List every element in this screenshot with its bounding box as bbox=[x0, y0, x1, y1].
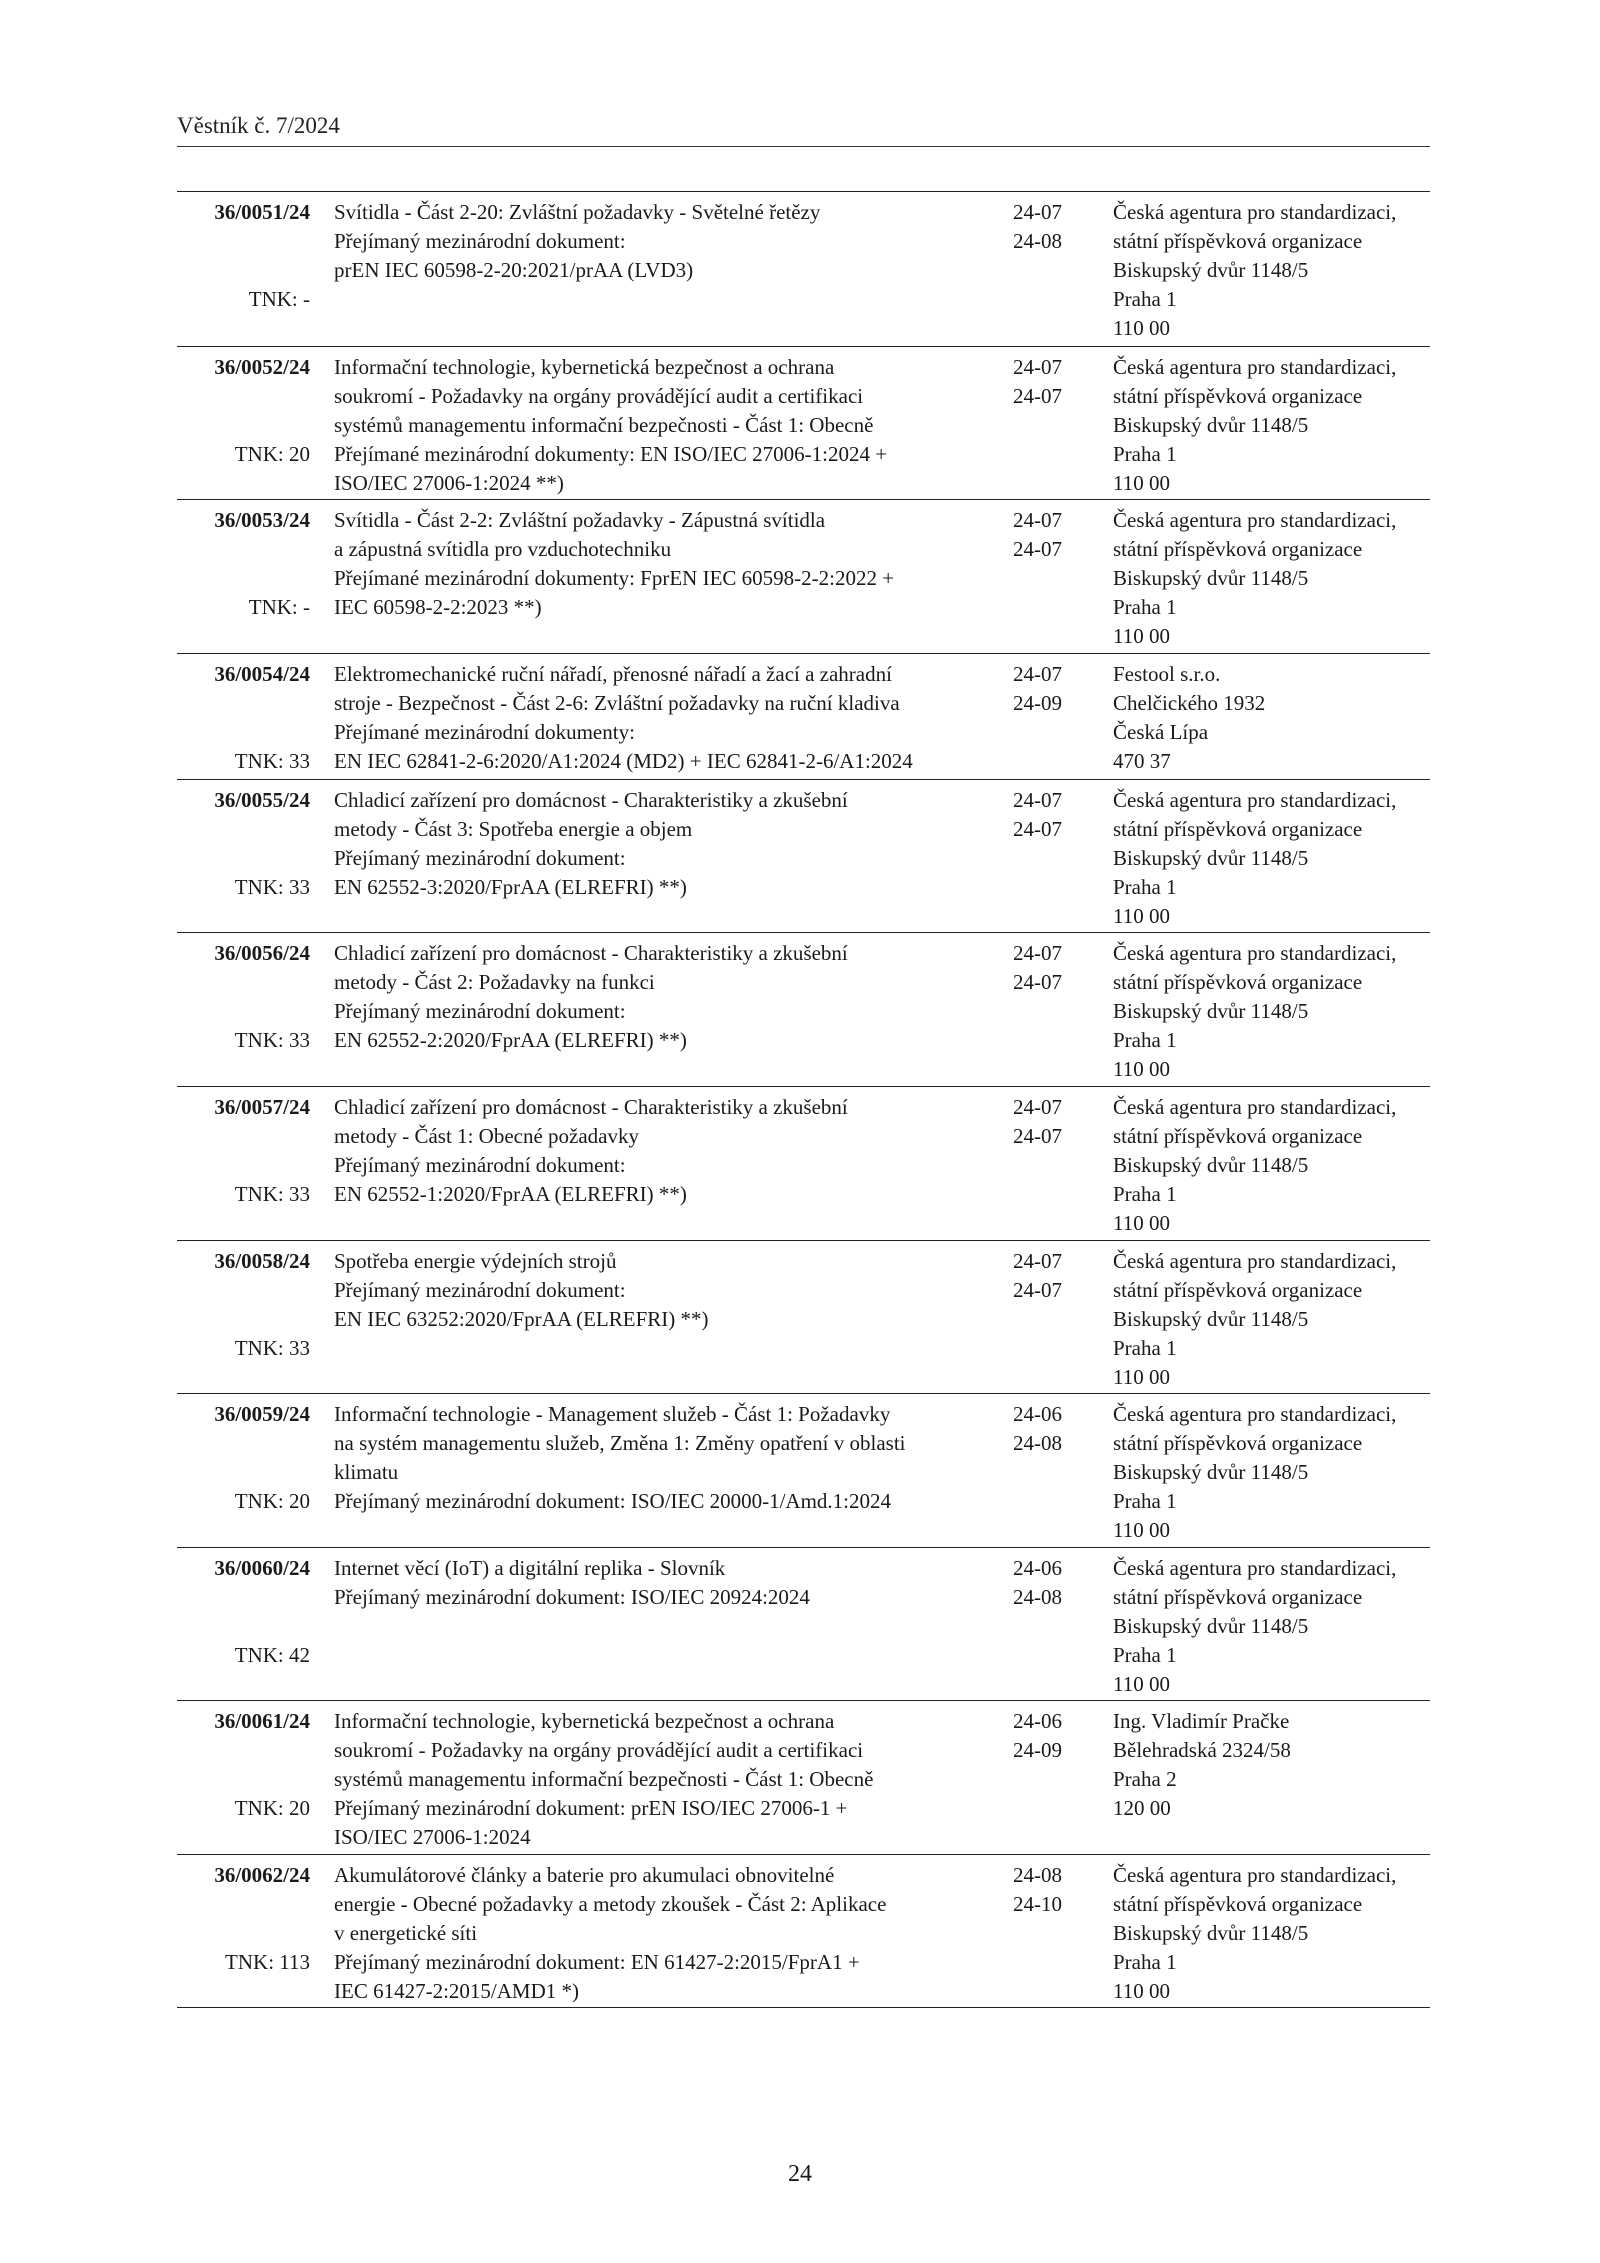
title-line: a zápustná svítidla pro vzduchotechniku bbox=[334, 537, 672, 561]
address-line: Česká agentura pro standardizaci, bbox=[1113, 1249, 1397, 1273]
title-line: Přejímaný mezinárodní dokument: ISO/IEC 20000-1/Amd.1:2024 bbox=[334, 1489, 892, 1513]
address-line: Biskupský dvůr 1148/5 bbox=[1113, 1921, 1309, 1945]
title-line: systémů managementu informační bezpečnosti - Část 1: Obecně bbox=[334, 1767, 874, 1791]
address-line: Biskupský dvůr 1148/5 bbox=[1113, 846, 1309, 870]
tnk-label: TNK: 33 bbox=[234, 749, 310, 773]
address-line: 110 00 bbox=[1113, 1057, 1170, 1081]
address-line: 110 00 bbox=[1113, 1672, 1170, 1696]
address-line: Praha 1 bbox=[1113, 875, 1177, 899]
address-line: 110 00 bbox=[1113, 624, 1170, 648]
end-date: 24-09 bbox=[1013, 691, 1062, 715]
end-date: 24-07 bbox=[1013, 1124, 1062, 1148]
address-cell bbox=[1113, 1400, 1430, 1547]
title-line: energie - Obecné požadavky a metody zkoušek - Část 2: Aplikace bbox=[334, 1892, 887, 1916]
document-number: 36/0062/24 bbox=[214, 1863, 310, 1887]
title-line: v energetické síti bbox=[334, 1921, 478, 1945]
end-date: 24-07 bbox=[1013, 1278, 1062, 1302]
tnk-label: TNK: 42 bbox=[234, 1643, 310, 1667]
address-line: státní příspěvková organizace bbox=[1113, 1585, 1363, 1609]
address-line: státní příspěvková organizace bbox=[1113, 1124, 1363, 1148]
title-cell bbox=[334, 353, 1013, 499]
address-line: Biskupský dvůr 1148/5 bbox=[1113, 1614, 1309, 1638]
document-number: 36/0059/24 bbox=[214, 1402, 310, 1426]
address-line: Česká agentura pro standardizaci, bbox=[1113, 1402, 1397, 1426]
document-number: 36/0060/24 bbox=[214, 1556, 310, 1580]
title-line: ISO/IEC 27006-1:2024 bbox=[334, 1825, 531, 1849]
address-line: 120 00 bbox=[1113, 1796, 1171, 1820]
page-header bbox=[177, 112, 1430, 147]
title-line: EN IEC 62841-2-6:2020/A1:2024 (MD2) + IEC 62841-2-6/A1:2024 bbox=[334, 749, 913, 773]
standards-table bbox=[177, 191, 1430, 2008]
address-line: státní příspěvková organizace bbox=[1113, 384, 1363, 408]
address-cell bbox=[1113, 198, 1430, 346]
table-row bbox=[177, 1240, 1430, 1393]
title-line: EN 62552-3:2020/FprAA (ELREFRI) **) bbox=[334, 875, 687, 899]
tnk-label: TNK: 20 bbox=[234, 442, 310, 466]
document-number: 36/0052/24 bbox=[214, 355, 310, 379]
address-line: Biskupský dvůr 1148/5 bbox=[1113, 999, 1309, 1023]
address-line: státní příspěvková organizace bbox=[1113, 229, 1363, 253]
end-date: 24-07 bbox=[1013, 817, 1062, 841]
address-cell bbox=[1113, 660, 1430, 779]
document-id-cell bbox=[177, 1707, 310, 1854]
dates-cell bbox=[1013, 1247, 1113, 1393]
title-cell bbox=[334, 1400, 1013, 1547]
tnk-label: TNK: 33 bbox=[234, 1182, 310, 1206]
end-date: 24-08 bbox=[1013, 1431, 1062, 1455]
title-cell bbox=[334, 939, 1013, 1086]
title-cell bbox=[334, 1247, 1013, 1393]
title-line: Akumulátorové články a baterie pro akumulaci obnovitelné bbox=[334, 1863, 835, 1887]
start-date: 24-08 bbox=[1013, 1863, 1062, 1887]
title-line: Internet věcí (IoT) a digitální replika - Slovník bbox=[334, 1556, 726, 1580]
tnk-label: TNK: 33 bbox=[234, 1028, 310, 1052]
title-line: Přejímaný mezinárodní dokument: bbox=[334, 846, 626, 870]
document-number: 36/0051/24 bbox=[214, 200, 310, 224]
title-line: Přejímaný mezinárodní dokument: bbox=[334, 229, 626, 253]
address-cell bbox=[1113, 353, 1430, 499]
start-date: 24-07 bbox=[1013, 355, 1062, 379]
title-line: Přejímaný mezinárodní dokument: bbox=[334, 1278, 626, 1302]
title-cell bbox=[334, 660, 1013, 779]
title-line: Chladicí zařízení pro domácnost - Charakteristiky a zkušební bbox=[334, 941, 848, 965]
title-cell bbox=[334, 1554, 1013, 1700]
document-id-cell bbox=[177, 939, 310, 1086]
address-cell bbox=[1113, 1861, 1430, 2007]
address-line: Biskupský dvůr 1148/5 bbox=[1113, 1153, 1309, 1177]
address-line: Praha 1 bbox=[1113, 1489, 1177, 1513]
document-id-cell bbox=[177, 353, 310, 499]
dates-cell bbox=[1013, 198, 1113, 346]
address-line: Biskupský dvůr 1148/5 bbox=[1113, 1460, 1309, 1484]
address-line: 110 00 bbox=[1113, 1518, 1170, 1542]
dates-cell bbox=[1013, 506, 1113, 653]
page-number: 24 bbox=[788, 2161, 812, 2187]
table-row bbox=[177, 1854, 1430, 2007]
address-cell bbox=[1113, 1093, 1430, 1240]
tnk-label: TNK: 33 bbox=[234, 1336, 310, 1360]
dates-cell bbox=[1013, 786, 1113, 932]
table-row bbox=[177, 1393, 1430, 1547]
title-cell bbox=[334, 198, 1013, 346]
title-line: Přejímaný mezinárodní dokument: bbox=[334, 1153, 626, 1177]
end-date: 24-09 bbox=[1013, 1738, 1062, 1762]
title-line: IEC 61427-2:2015/AMD1 *) bbox=[334, 1979, 579, 2003]
start-date: 24-07 bbox=[1013, 941, 1062, 965]
address-cell bbox=[1113, 1247, 1430, 1393]
address-cell bbox=[1113, 1707, 1430, 1854]
tnk-label: TNK: 20 bbox=[234, 1489, 310, 1513]
title-line: soukromí - Požadavky na orgány provádějící audit a certifikaci bbox=[334, 384, 864, 408]
title-line: Spotřeba energie výdejních strojů bbox=[334, 1249, 617, 1273]
table-row bbox=[177, 1700, 1430, 1854]
address-line: Praha 1 bbox=[1113, 442, 1177, 466]
document-number: 36/0057/24 bbox=[214, 1095, 310, 1119]
address-line: Praha 2 bbox=[1113, 1767, 1177, 1791]
address-line: Ing. Vladimír Pračke bbox=[1113, 1709, 1290, 1733]
dates-cell bbox=[1013, 660, 1113, 779]
document-id-cell bbox=[177, 198, 310, 346]
title-line: EN IEC 63252:2020/FprAA (ELREFRI) **) bbox=[334, 1307, 709, 1331]
journal-title: Věstník č. 7/2024 bbox=[177, 113, 340, 138]
document-number: 36/0054/24 bbox=[214, 662, 310, 686]
address-cell bbox=[1113, 786, 1430, 932]
start-date: 24-07 bbox=[1013, 1095, 1062, 1119]
address-line: státní příspěvková organizace bbox=[1113, 970, 1363, 994]
title-line: soukromí - Požadavky na orgány provádějící audit a certifikaci bbox=[334, 1738, 864, 1762]
end-date: 24-10 bbox=[1013, 1892, 1062, 1916]
address-line: státní příspěvková organizace bbox=[1113, 1278, 1363, 1302]
document-id-cell bbox=[177, 1861, 310, 2007]
address-line: Česká agentura pro standardizaci, bbox=[1113, 355, 1397, 379]
document-number: 36/0055/24 bbox=[214, 788, 310, 812]
title-line: Přejímané mezinárodní dokumenty: EN ISO/IEC 27006-1:2024 + bbox=[334, 442, 888, 466]
tnk-label: TNK: - bbox=[248, 595, 310, 619]
address-line: Praha 1 bbox=[1113, 595, 1177, 619]
start-date: 24-07 bbox=[1013, 508, 1062, 532]
table-row bbox=[177, 932, 1430, 1086]
address-line: státní příspěvková organizace bbox=[1113, 1892, 1363, 1916]
address-line: Česká agentura pro standardizaci, bbox=[1113, 941, 1397, 965]
address-line: Praha 1 bbox=[1113, 287, 1177, 311]
table-row bbox=[177, 653, 1430, 779]
title-cell bbox=[334, 786, 1013, 932]
tnk-label: TNK: 113 bbox=[225, 1950, 310, 1974]
end-date: 24-07 bbox=[1013, 537, 1062, 561]
dates-cell bbox=[1013, 1707, 1113, 1854]
address-cell bbox=[1113, 939, 1430, 1086]
document-id-cell bbox=[177, 1554, 310, 1700]
address-line: Česká agentura pro standardizaci, bbox=[1113, 1556, 1397, 1580]
title-cell bbox=[334, 1093, 1013, 1240]
address-line: Česká agentura pro standardizaci, bbox=[1113, 788, 1397, 812]
table-row bbox=[177, 499, 1430, 653]
title-line: metody - Část 2: Požadavky na funkci bbox=[334, 970, 655, 994]
address-line: 110 00 bbox=[1113, 1211, 1170, 1235]
address-line: Praha 1 bbox=[1113, 1182, 1177, 1206]
start-date: 24-07 bbox=[1013, 788, 1062, 812]
end-date: 24-08 bbox=[1013, 229, 1062, 253]
address-line: Biskupský dvůr 1148/5 bbox=[1113, 1307, 1309, 1331]
tnk-label: TNK: 20 bbox=[234, 1796, 310, 1820]
tnk-label: TNK: 33 bbox=[234, 875, 310, 899]
document-id-cell bbox=[177, 786, 310, 932]
title-cell bbox=[334, 1707, 1013, 1854]
document-number: 36/0056/24 bbox=[214, 941, 310, 965]
address-line: Biskupský dvůr 1148/5 bbox=[1113, 258, 1309, 282]
address-line: 110 00 bbox=[1113, 904, 1170, 928]
end-date: 24-08 bbox=[1013, 1585, 1062, 1609]
document-number: 36/0053/24 bbox=[214, 508, 310, 532]
title-line: ISO/IEC 27006-1:2024 **) bbox=[334, 471, 564, 495]
title-line: systémů managementu informační bezpečnosti - Část 1: Obecně bbox=[334, 413, 874, 437]
document-id-cell bbox=[177, 506, 310, 653]
dates-cell bbox=[1013, 1861, 1113, 2007]
end-date: 24-07 bbox=[1013, 384, 1062, 408]
document-id-cell bbox=[177, 1093, 310, 1240]
document-number: 36/0058/24 bbox=[214, 1249, 310, 1273]
dates-cell bbox=[1013, 1400, 1113, 1547]
document-id-cell bbox=[177, 1400, 310, 1547]
title-line: Přejímaný mezinárodní dokument: bbox=[334, 999, 626, 1023]
document-id-cell bbox=[177, 1247, 310, 1393]
address-line: Česká agentura pro standardizaci, bbox=[1113, 1863, 1397, 1887]
address-line: Biskupský dvůr 1148/5 bbox=[1113, 566, 1309, 590]
address-line: 110 00 bbox=[1113, 471, 1170, 495]
title-line: EN 62552-2:2020/FprAA (ELREFRI) **) bbox=[334, 1028, 687, 1052]
dates-cell bbox=[1013, 939, 1113, 1086]
title-line: Chladicí zařízení pro domácnost - Charakteristiky a zkušební bbox=[334, 1095, 848, 1119]
document-id-cell bbox=[177, 660, 310, 779]
address-line: Festool s.r.o. bbox=[1113, 662, 1221, 686]
start-date: 24-07 bbox=[1013, 662, 1062, 686]
title-cell bbox=[334, 1861, 1013, 2007]
address-line: státní příspěvková organizace bbox=[1113, 537, 1363, 561]
title-line: Informační technologie - Management služeb - Část 1: Požadavky bbox=[334, 1402, 891, 1426]
table-row bbox=[177, 192, 1430, 346]
address-line: Praha 1 bbox=[1113, 1028, 1177, 1052]
address-line: Česká agentura pro standardizaci, bbox=[1113, 508, 1397, 532]
start-date: 24-07 bbox=[1013, 1249, 1062, 1273]
title-line: Přejímaný mezinárodní dokument: prEN ISO/IEC 27006-1 + bbox=[334, 1796, 848, 1820]
title-line: prEN IEC 60598-2-20:2021/prAA (LVD3) bbox=[334, 258, 694, 282]
title-cell bbox=[334, 506, 1013, 653]
address-line: Bělehradská 2324/58 bbox=[1113, 1738, 1291, 1762]
address-line: 110 00 bbox=[1113, 316, 1170, 340]
title-line: Informační technologie, kybernetická bezpečnost a ochrana bbox=[334, 1709, 835, 1733]
start-date: 24-07 bbox=[1013, 200, 1062, 224]
dates-cell bbox=[1013, 1554, 1113, 1700]
title-line: Přejímané mezinárodní dokumenty: bbox=[334, 720, 635, 744]
table-row bbox=[177, 1086, 1430, 1240]
title-line: Informační technologie, kybernetická bezpečnost a ochrana bbox=[334, 355, 835, 379]
dates-cell bbox=[1013, 353, 1113, 499]
start-date: 24-06 bbox=[1013, 1402, 1062, 1426]
tnk-label: TNK: - bbox=[248, 287, 310, 311]
start-date: 24-06 bbox=[1013, 1709, 1062, 1733]
end-date: 24-07 bbox=[1013, 970, 1062, 994]
address-line: Česká agentura pro standardizaci, bbox=[1113, 1095, 1397, 1119]
address-line: státní příspěvková organizace bbox=[1113, 1431, 1363, 1455]
address-line: Česká agentura pro standardizaci, bbox=[1113, 200, 1397, 224]
title-line: stroje - Bezpečnost - Část 2-6: Zvláštní požadavky na ruční kladiva bbox=[334, 691, 900, 715]
title-line: Svítidla - Část 2-20: Zvláštní požadavky - Světelné řetězy bbox=[334, 200, 821, 224]
title-line: metody - Část 1: Obecné požadavky bbox=[334, 1124, 639, 1148]
title-line: klimatu bbox=[334, 1460, 399, 1484]
title-line: IEC 60598-2-2:2023 **) bbox=[334, 595, 542, 619]
title-line: metody - Část 3: Spotřeba energie a objem bbox=[334, 817, 693, 841]
document-number: 36/0061/24 bbox=[214, 1709, 310, 1733]
table-row bbox=[177, 346, 1430, 499]
title-line: Přejímané mezinárodní dokumenty: FprEN IEC 60598-2-2:2022 + bbox=[334, 566, 895, 590]
address-cell bbox=[1113, 1554, 1430, 1700]
title-line: EN 62552-1:2020/FprAA (ELREFRI) **) bbox=[334, 1182, 687, 1206]
address-line: Praha 1 bbox=[1113, 1950, 1177, 1974]
start-date: 24-06 bbox=[1013, 1556, 1062, 1580]
title-line: Elektromechanické ruční nářadí, přenosné nářadí a žací a zahradní bbox=[334, 662, 892, 686]
table-row bbox=[177, 779, 1430, 932]
title-line: Přejímaný mezinárodní dokument: EN 61427-2:2015/FprA1 + bbox=[334, 1950, 860, 1974]
address-line: Praha 1 bbox=[1113, 1336, 1177, 1360]
address-line: státní příspěvková organizace bbox=[1113, 817, 1363, 841]
title-line: na systém managementu služeb, Změna 1: Změny opatření v oblasti bbox=[334, 1431, 906, 1455]
address-cell bbox=[1113, 506, 1430, 653]
table-row bbox=[177, 1547, 1430, 1700]
dates-cell bbox=[1013, 1093, 1113, 1240]
address-line: 470 37 bbox=[1113, 749, 1171, 773]
title-line: Svítidla - Část 2-2: Zvláštní požadavky - Zápustná svítidla bbox=[334, 508, 826, 532]
address-line: Praha 1 bbox=[1113, 1643, 1177, 1667]
title-line: Chladicí zařízení pro domácnost - Charakteristiky a zkušební bbox=[334, 788, 848, 812]
address-line: Biskupský dvůr 1148/5 bbox=[1113, 413, 1309, 437]
address-line: Chelčického 1932 bbox=[1113, 691, 1266, 715]
address-line: 110 00 bbox=[1113, 1365, 1170, 1389]
address-line: Česká Lípa bbox=[1113, 720, 1209, 744]
title-line: Přejímaný mezinárodní dokument: ISO/IEC 20924:2024 bbox=[334, 1585, 810, 1609]
address-line: 110 00 bbox=[1113, 1979, 1170, 2003]
